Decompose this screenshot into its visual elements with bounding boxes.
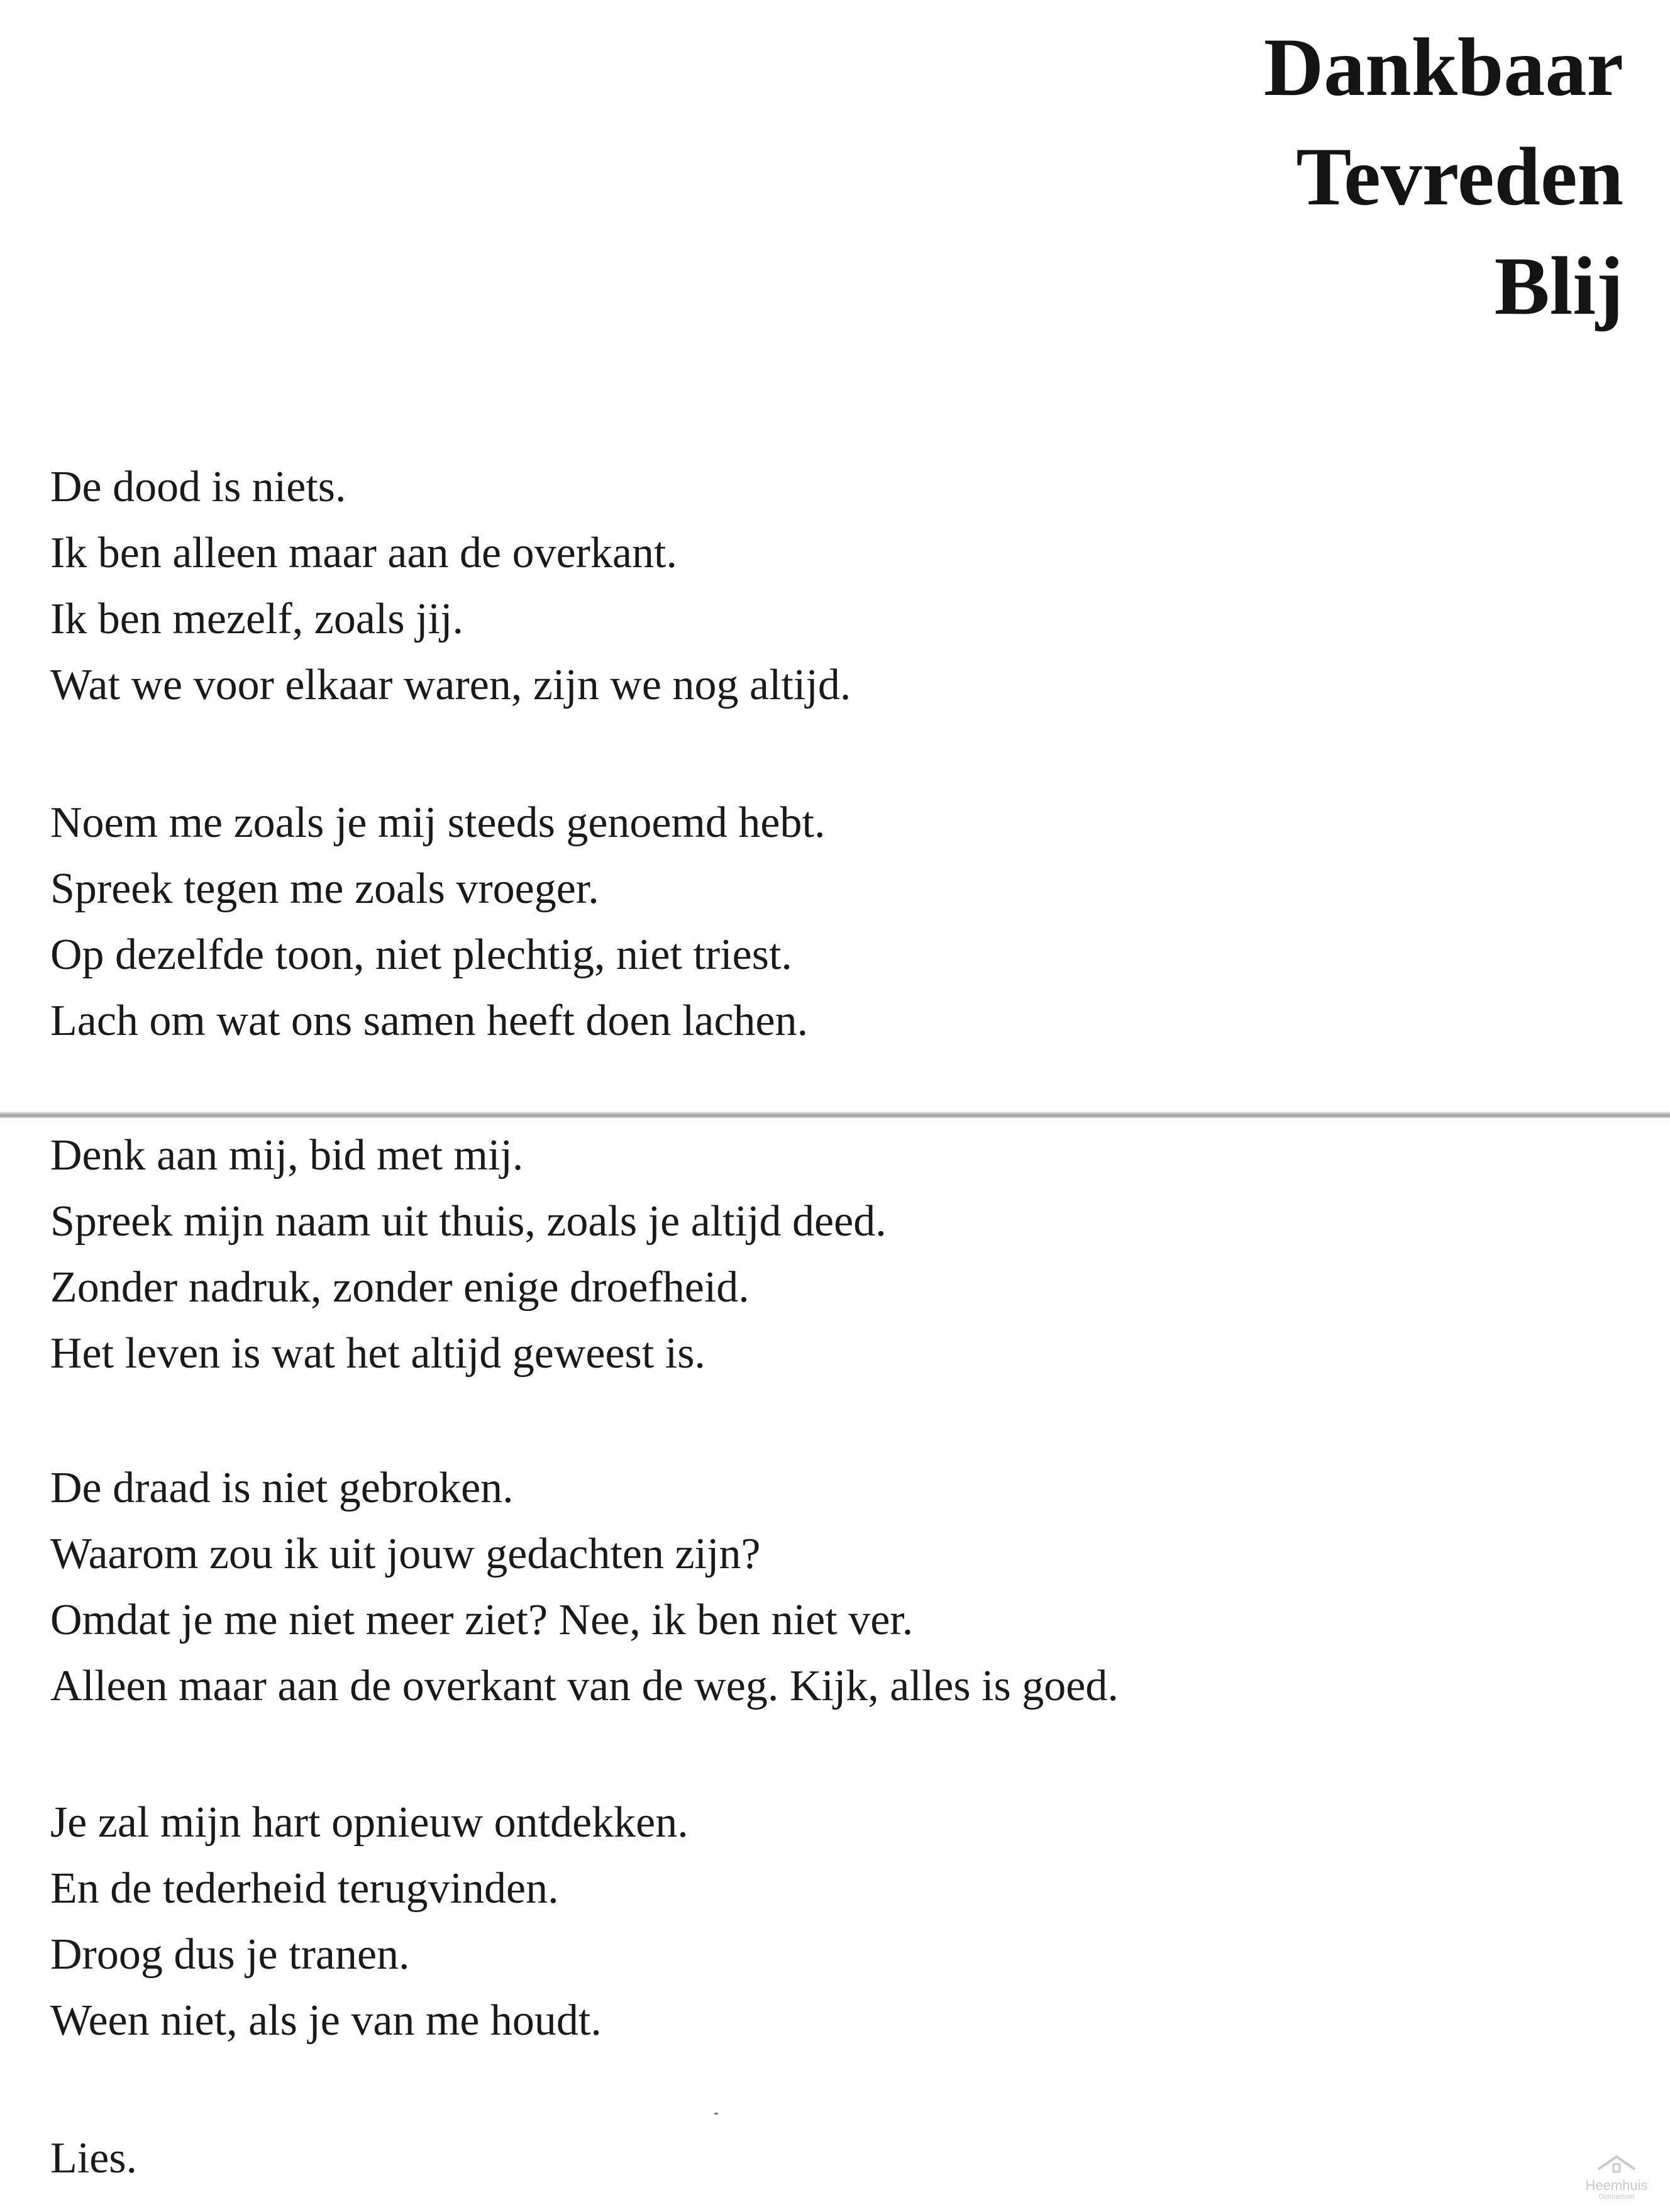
verse-line: Ik ben mezelf, zoals jij. (50, 595, 463, 643)
verse-line: Spreek mijn naam uit thuis, zoals je altijd deed. (50, 1197, 887, 1246)
title-line-dankbaar: Dankbaar (1263, 21, 1623, 113)
poem-title (1264, 13, 1623, 341)
verse-line: Droog dus je tranen. (50, 1930, 410, 1979)
stanza-1 (50, 454, 851, 718)
verse-line: Ween niet, als je van me houdt. (50, 1996, 602, 2045)
verse-line: Je zal mijn hart opnieuw ontdekken. (50, 1798, 688, 1847)
verse-line: Waarom zou ik uit jouw gedachten zijn? (50, 1530, 761, 1578)
verse-line: Denk aan mij, bid met mij. (50, 1131, 524, 1180)
verse-line: Omdat je me niet meer ziet? Nee, ik ben niet ver. (50, 1596, 914, 1644)
paper-fold-line (0, 1112, 1670, 1118)
verse-line: De dood is niets. (50, 463, 346, 511)
house-icon (1595, 2154, 1639, 2178)
watermark-logo (1569, 2154, 1664, 2201)
watermark-place: Ootmarsum (1598, 2193, 1635, 2201)
signature: Lies. (50, 2134, 138, 2182)
verse-line: Zonder nadruk, zonder enige droefheid. (50, 1263, 749, 1312)
paper-speck (714, 2113, 718, 2115)
verse-line: Lach om wat ons samen heeft doen lachen. (50, 997, 809, 1045)
verse-line: Het leven is wat het altijd geweest is. (50, 1329, 705, 1378)
stanza-4 (50, 1455, 1119, 1719)
watermark-name: Heemhuis (1585, 2177, 1648, 2193)
stanza-3 (50, 1122, 887, 1386)
stanza-5 (50, 1789, 688, 2054)
stanza-2 (50, 790, 825, 1054)
verse-line: Noem me zoals je mij steeds genoemd hebt. (50, 799, 826, 847)
verse-line: Ik ben alleen maar aan de overkant. (50, 529, 677, 577)
verse-line: Op dezelfde toon, niet plechtig, niet triest. (50, 931, 792, 979)
title-line-tevreden: Tevreden (1296, 130, 1623, 223)
verse-line: Alleen maar aan de overkant van de weg. Kijk, alles is goed. (50, 1662, 1119, 1710)
verse-line: Wat we voor elkaar waren, zijn we nog altijd. (50, 661, 851, 709)
verse-line: De draad is niet gebroken. (50, 1464, 514, 1512)
verse-line: Spreek tegen me zoals vroeger. (50, 865, 599, 913)
verse-line: En de tederheid terugvinden. (50, 1864, 559, 1913)
title-line-blij: Blij (1494, 240, 1623, 332)
